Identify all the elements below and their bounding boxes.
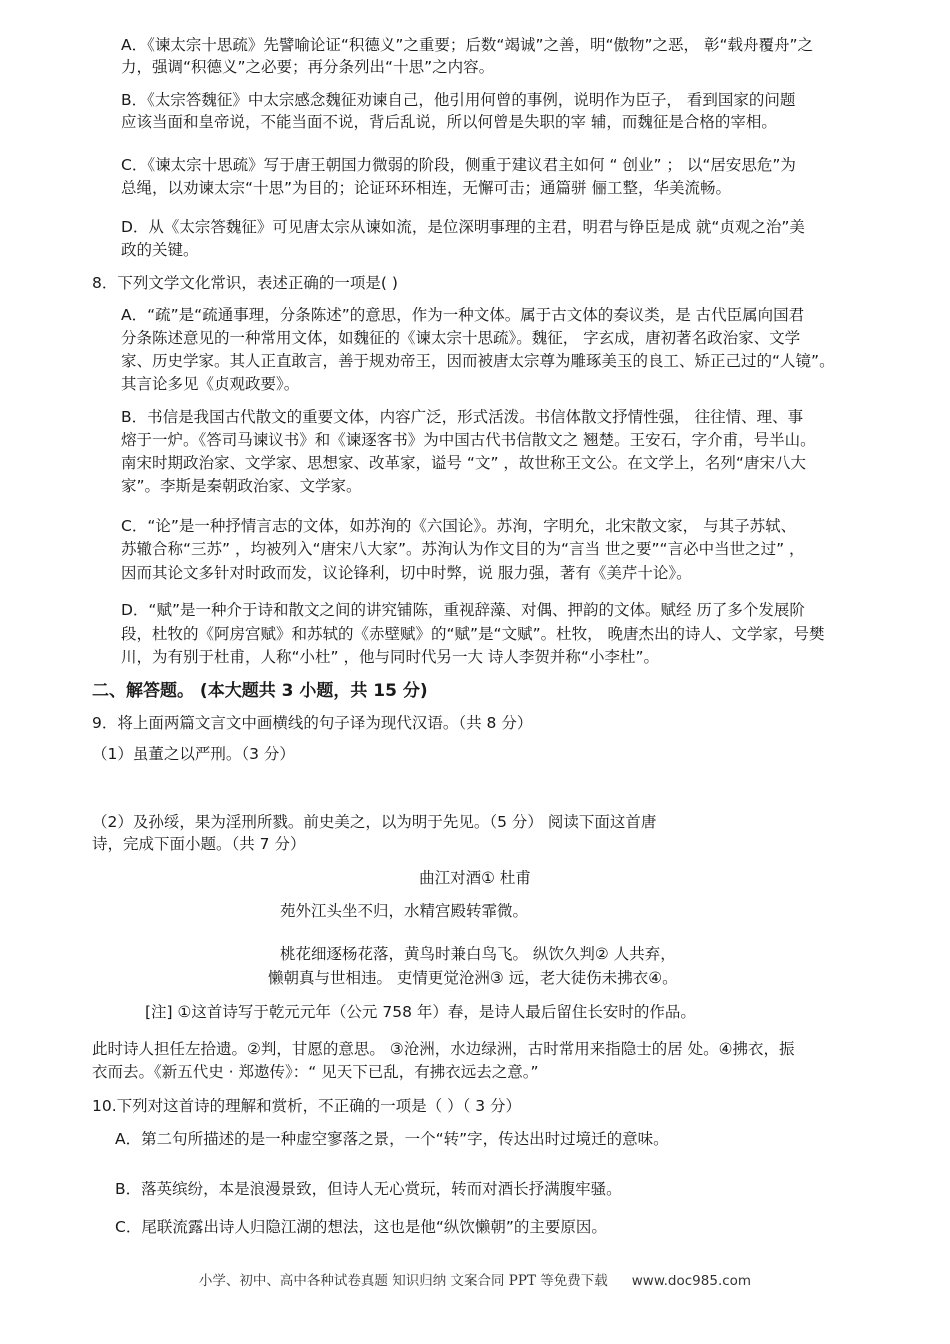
q7-option-b-line2: 应该当面和皇帝说，不能当面不说，背后乱说，所以何曾是失职的宰 辅，而魏征是合格的宰相。 bbox=[121, 113, 777, 131]
q8-option-d-line2: 段，杜牧的《阿房宫赋》和苏轼的《赤壁赋》的“赋”是“文赋”。杜牧， 晚唐杰出的诗人、文学家，号樊 bbox=[121, 625, 825, 643]
page-footer bbox=[0, 1269, 950, 1289]
q10-option-a: A．第二句所描述的是一种虚空寥落之景，一个“转”字，传达出时过境迁的意味。 bbox=[115, 1130, 669, 1148]
poem-line2: 桃花细逐杨花落，黄鸟时兼白鸟飞。 纵饮久判② 人共弃， bbox=[280, 945, 676, 963]
poem-note-line1: [注] ①这首诗写于乾元元年（公元 758 年）春，是诗人最后留住长安时的作品。 bbox=[145, 1003, 696, 1021]
q10-stem: 10.下列对这首诗的理解和赏析，不正确的一项是（ ）（ 3 分） bbox=[92, 1097, 522, 1115]
poem-note-line3: 衣而去。《新五代史 · 郑遨传》：“ 见天下已乱，有拂衣远去之意。” bbox=[92, 1063, 539, 1081]
q8-option-c-line2: 苏辙合称“三苏” ，均被列入“唐宋八大家”。苏洵认为作文目的为“言当 世之要”“言必中当世之过” ， bbox=[121, 540, 805, 558]
q7-option-a-line1: A．《谏太宗十思疏》先譬喻论证“积德义”之重要；后数“竭诚”之善，明“傲物”之恶， 彰“载舟覆舟”之 bbox=[121, 36, 814, 54]
poem-line1: 苑外江头坐不归，水精宫殿转霏微。 bbox=[280, 902, 529, 920]
q9-sub2-line2: 诗，完成下面小题。（共 7 分） bbox=[92, 835, 306, 853]
q8-option-a-line4: 其言论多见《贞观政要》。 bbox=[121, 375, 300, 393]
poem-line3: 懒朝真与世相违。 吏情更觉沧洲③ 远，老大徒伤未拂衣④。 bbox=[268, 969, 678, 987]
q7-option-d-line1: D．从《太宗答魏征》可见唐太宗从谏如流，是位深明事理的主君，明君与铮臣是成 就“贞观之治”美 bbox=[121, 218, 805, 236]
q8-stem: 8．下列文学文化常识，表述正确的一项是( ) bbox=[92, 274, 398, 292]
q8-option-a-line3: 家、历史学家。其人正直敢言，善于规劝帝王，因而被唐太宗尊为雕琢美玉的良工、矫正己过的“人镜”。 bbox=[121, 352, 835, 370]
poem-title: 曲江对酒① 杜甫 bbox=[419, 869, 531, 887]
q7-option-c-line2: 总绳，以劝谏太宗“十思”为目的；论证环环相连，无懈可击；通篇骈 俪工整，华美流畅。 bbox=[121, 179, 731, 197]
q8-option-b-line2: 熔于一炉。《答司马谏议书》和《谏逐客书》为中国古代书信散文之 翘楚。王安石，字介甫，号半山。 bbox=[121, 431, 816, 449]
q8-option-b-line1: B．书信是我国古代散文的重要文体，内容广泛，形式活泼。书信体散文抒情性强， 往往情、理、事 bbox=[121, 408, 804, 426]
q8-option-c-line1: C．“论”是一种抒情言志的文体，如苏洵的《六国论》。苏洵，字明允，北宋散文家， 与其子苏轼、 bbox=[121, 517, 797, 535]
q10-option-b: B．落英缤纷，本是浪漫景致，但诗人无心赏玩，转而对酒长抒满腹牢骚。 bbox=[115, 1180, 622, 1198]
q8-option-a-line1: A．“疏”是“疏通事理，分条陈述”的意思，作为一种文体。属于古文体的奏议类，是 古代臣属向国君 bbox=[121, 306, 805, 324]
q8-option-a-line2: 分条陈述意见的一种常用文体，如魏征的《谏太宗十思疏》。魏征， 字玄成，唐初著名政治家、文学 bbox=[121, 329, 801, 347]
poem-note-line2: 此时诗人担任左拾遗。②判，甘愿的意思。 ③沧洲，水边绿洲，古时常用来指隐士的居 处。④拂衣，振 bbox=[92, 1040, 795, 1058]
q10-option-c: C．尾联流露出诗人归隐江湖的想法，这也是他“纵饮懒朝”的主要原因。 bbox=[115, 1218, 607, 1236]
section-heading: 二、解答题。 (本大题共 3 小题，共 15 分) bbox=[92, 681, 428, 701]
q9-sub1: （1）虽董之以严刑。（3 分） bbox=[92, 745, 295, 763]
footer-url[interactable]: www.doc985.com bbox=[631, 1273, 752, 1289]
q8-option-d-line3: 川，为有别于杜甫，人称“小杜” ，他与同时代另一大 诗人李贺并称“小李杜”。 bbox=[121, 648, 659, 666]
q8-option-c-line3: 因而其论文多针对时政而发，议论锋利，切中时弊，说 服力强，著有《美芹十论》。 bbox=[121, 564, 692, 582]
q8-option-d-line1: D．“赋”是一种介于诗和散文之间的讲究铺陈，重视辞藻、对偶、押韵的文体。赋经 历了多个发展阶 bbox=[121, 601, 805, 619]
q9-stem: 9．将上面两篇文言文中画横线的句子译为现代汉语。（共 8 分） bbox=[92, 714, 533, 732]
q9-sub2-line1: （2）及孙绥，果为淫刑所戮。前史美之，以为明于先见。（5 分） 阅读下面这首唐 bbox=[92, 813, 657, 831]
footer-text: 小学、初中、高中各种试卷真题 知识归纳 文案合同 PPT 等免费下载 bbox=[198, 1273, 608, 1289]
q7-option-b-line1: B．《太宗答魏征》中太宗感念魏征劝谏自己，他引用何曾的事例，说明作为臣子， 看到国家的问题 bbox=[121, 91, 796, 109]
q7-option-a-line2: 力，强调“积德义”之必要；再分条列出“十思”之内容。 bbox=[121, 58, 495, 76]
q8-option-b-line3: 南宋时期政治家、文学家、思想家、改革家，谥号 “文” ，故世称王文公。在文学上，名列“唐宋八大 bbox=[121, 454, 806, 472]
q7-option-c-line1: C．《谏太宗十思疏》写于唐王朝国力微弱的阶段，侧重于建议君主如何 “ 创业” ； 以“居安思危”为 bbox=[121, 156, 796, 174]
q7-option-d-line2: 政的关键。 bbox=[121, 241, 199, 259]
q8-option-b-line4: 家”。李斯是秦朝政治家、文学家。 bbox=[121, 477, 362, 495]
